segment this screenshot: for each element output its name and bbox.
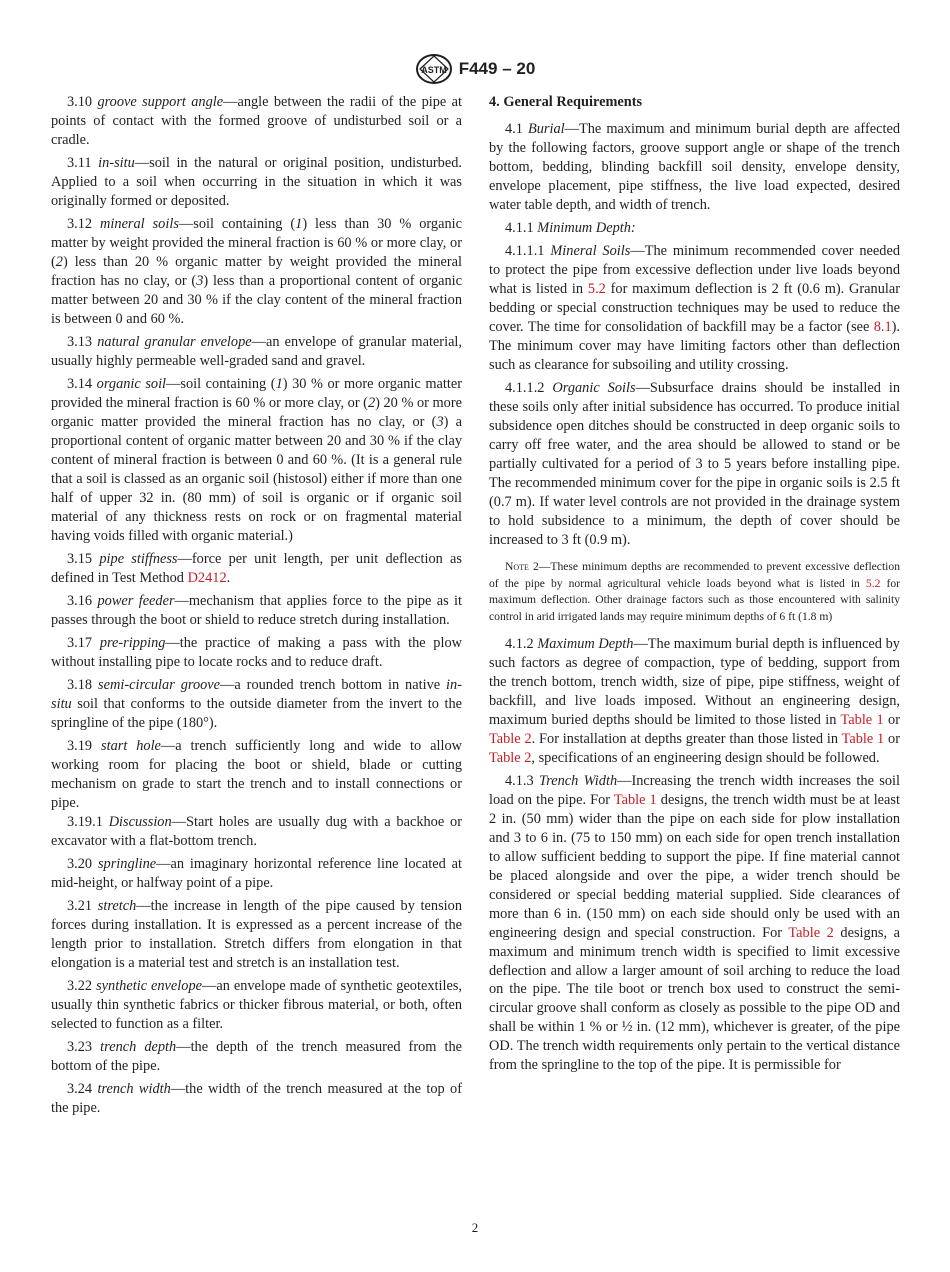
section-3-16: 3.16 power feeder—mechanism that applies force to the pipe as it passes through the boot or shield to reduce stretch during installation. — [51, 592, 462, 628]
section-3-12: 3.12 mineral soils—soil containing (1) less than 30 % organic matter by weight provided the mineral fraction is 60 % or more clay, or (2) less than 20 % organic matter by weight provided the mineral fraction has no clay, or (3) less than a proportional content of organic matter between 20 and 30 % if the clay content of the mineral fraction is between 0 and 60 %. — [51, 216, 463, 327]
section-3-10: 3.10 groove support angle—angle between the radii of the pipe at points of contact with the formed groove of undisturbed soil or a cradle. — [51, 94, 462, 148]
section-3-18: 3.18 semi-circular groove—a rounded trench bottom in native in-situ soil that conforms to the outside diameter from the invert to the springline of the pipe (180°). — [51, 677, 462, 732]
link-table-1[interactable]: Table 1 — [840, 711, 884, 728]
section-heading: 4. General Requirements — [489, 94, 643, 110]
page-header — [0, 52, 950, 86]
logo-text: ASTM — [420, 65, 447, 75]
section-4-1-1-1: 4.1.1.1 Mineral Soils—The minimum recommended cover needed to protect the pipe from excessive deflection under live loads beyond what is listed in 5.2 for maximum deflection is 2 ft (0.6 m). Granular bedding or special construction techniques may be used to reduce the cover. The time for consolidation of backfill may be a factor (see 8.1). The minimum cover may have limiting factors other than deflection such as clearance for subsoiling and utility crossing. — [489, 243, 901, 373]
astm-logo-icon — [415, 53, 453, 85]
left-column — [51, 93, 462, 1122]
page-number: 2 — [471, 1220, 479, 1235]
section-3-21: 3.21 stretch—the increase in length of the pipe caused by tension forces during installation. It is expressed as a percent increase of the length prior to installation. Stretch differs from elongation in that elongation is a material test and stretch is an installation test. — [51, 898, 462, 972]
link-5-2[interactable]: 5.2 — [587, 280, 606, 297]
link-table-2[interactable]: Table 2 — [788, 924, 834, 941]
note-2: Note 2—These minimum depths are recommended to prevent excessive deflection of the pipe by normal agricultural vehicle loads beyond what is listed in 5.2 for maximum deflection. Other drainage factors such as those encountered with salinity control in arid irrigated lands may require minimum depths of 6 ft (1.8 m) — [489, 560, 901, 623]
section-3-17: 3.17 pre-ripping—the practice of making a pass with the plow without installing pipe to locate rocks and to reduce draft. — [51, 635, 462, 670]
section-3-22: 3.22 synthetic envelope—an envelope made of synthetic geotextiles, usually thin synthetic fabrics or thicker fibrous material, or both, often selected to function as a filter. — [51, 978, 462, 1033]
link-table-2[interactable]: Table 2 — [489, 749, 532, 766]
link-table-1[interactable]: Table 1 — [841, 730, 885, 747]
link-8-1[interactable]: 8.1 — [873, 318, 892, 335]
section-4-1-1: 4.1.1 Minimum Depth: — [505, 219, 636, 236]
section-4-1-1-2: 4.1.1.2 Organic Soils—Subsurface drains should be installed in these soils only after initial subsidence has occurred. To produce initial subsidence open ditches should be constructed in deep organic soils to carry off free water, and the area should be allowed to stand or be partially cultivated for a period of 3 to 5 years before installing pipe. The recommended minimum cover for the pipe in organic soils is 2.5 ft (0.7 m). If water level controls are not provided in the drainage system to hold subsidence to a minimum, the depth of cover should be increased to 3 ft (0.9 m). — [489, 379, 901, 548]
right-column — [489, 93, 900, 1079]
section-4-1: 4.1 Burial—The maximum and minimum burial depth are affected by the following factors, groove support angle or shape of the trench bottom, bedding, blinding backfill soil density, envelope density, envelope placement, pipe stiffness, the live load expected, desired water table depth, and width of trench. — [489, 120, 900, 213]
link-table-2[interactable]: Table 2 — [489, 730, 532, 747]
section-3-20: 3.20 springline—an imaginary horizontal reference line located at mid-height, or halfway point of a pipe. — [51, 856, 462, 892]
section-3-23: 3.23 trench depth—the depth of the trench measured from the bottom of the pipe. — [51, 1039, 462, 1075]
section-4-1-3: 4.1.3 Trench Width—Increasing the trench width increases the soil load on the pipe. For Table 1 designs, the trench width must be at least 2 in. (50 mm) wider than the pipe on each side for plow installation and 3 to 6 in. (75 to 150 mm) on each side for open trench installation to allow sufficient bedding to support the pipe. If fine material cannot be placed alongside and over the pipe, a wider trench should be considered or special bedding material supplied. Side clearances of more than 6 in. (150 mm) on each side should only be used with an engineering design and special construction. For Table 2 designs, a maximum and minimum trench width is specified to limit excessive deflection and allow a larger amount of soil arching to reduce the load on the pipe. The tile boot or trench box used to construct the semi-circular groove shall conform as closely as possible to the pipe OD and shall be within 1 % or ½ in. (12 mm), whichever is greater, of the pipe OD. The trench width requirements only pertain to the vertical distance from the springline to the top of the pipe. It is permissible for — [489, 772, 900, 1074]
section-3-19-1: 3.19.1 Discussion—Start holes are usually dug with a backhoe or excavator with a flat-bottom trench. — [51, 814, 462, 849]
section-3-13: 3.13 natural granular envelope—an envelope of granular material, usually highly permeable well-graded sand and gravel. — [51, 334, 463, 369]
link-d2412[interactable]: D2412 — [187, 569, 227, 586]
section-3-15: 3.15 pipe stiffness—force per unit length, per unit deflection as defined in Test Method D2412. — [51, 550, 462, 586]
section-3-19: 3.19 start hole—a trench sufficiently long and wide to allow working room for placing the boot or shield, blade or cutting mechanism on grade to start the trench and to install connections or pipe. — [51, 738, 462, 812]
link-table-1[interactable]: Table 1 — [613, 791, 657, 808]
section-3-24: 3.24 trench width—the width of the trench measured at the top of the pipe. — [51, 1081, 462, 1117]
section-4-1-2: 4.1.2 Maximum Depth—The maximum burial depth is influenced by such factors as degree of compaction, type of bedding, support from the trench bottom, trench width, size of pipe, pipe stiffness, weight of backfill, and live loads imposed. Without an engineering design, maximum buried depths should be limited to those listed in Table 1 or Table 2. For installation at depths greater than those listed in Table 1 or Table 2, specifications of an engineering design should be followed. — [489, 636, 900, 766]
link-5-2-note[interactable]: 5.2 — [865, 576, 881, 590]
section-3-14: 3.14 organic soil—soil containing (1) 30 % or more organic matter provided the mineral fraction is 60 % or more clay, or (2) 20 % or more organic matter provided the mineral fraction has no clay, or (3) a proportional content of organic matter between 20 and 30 % if the clay content of mineral fraction is between 0 and 60 %. (It is a general rule that a soil is classed as an organic soil (histosol) either if more than one half of upper 32 in. (80 mm) of soil is organic or if organic soil material of any thickness rests on rock or on fragmental material having voids filled with organic material.) — [51, 376, 462, 544]
section-3-11: 3.11 in-situ—soil in the natural or original position, undisturbed. Applied to a soil when occurring in the situation in which it was originally formed or deposited. — [51, 155, 462, 209]
document-designation: F449 – 20 — [458, 59, 536, 78]
